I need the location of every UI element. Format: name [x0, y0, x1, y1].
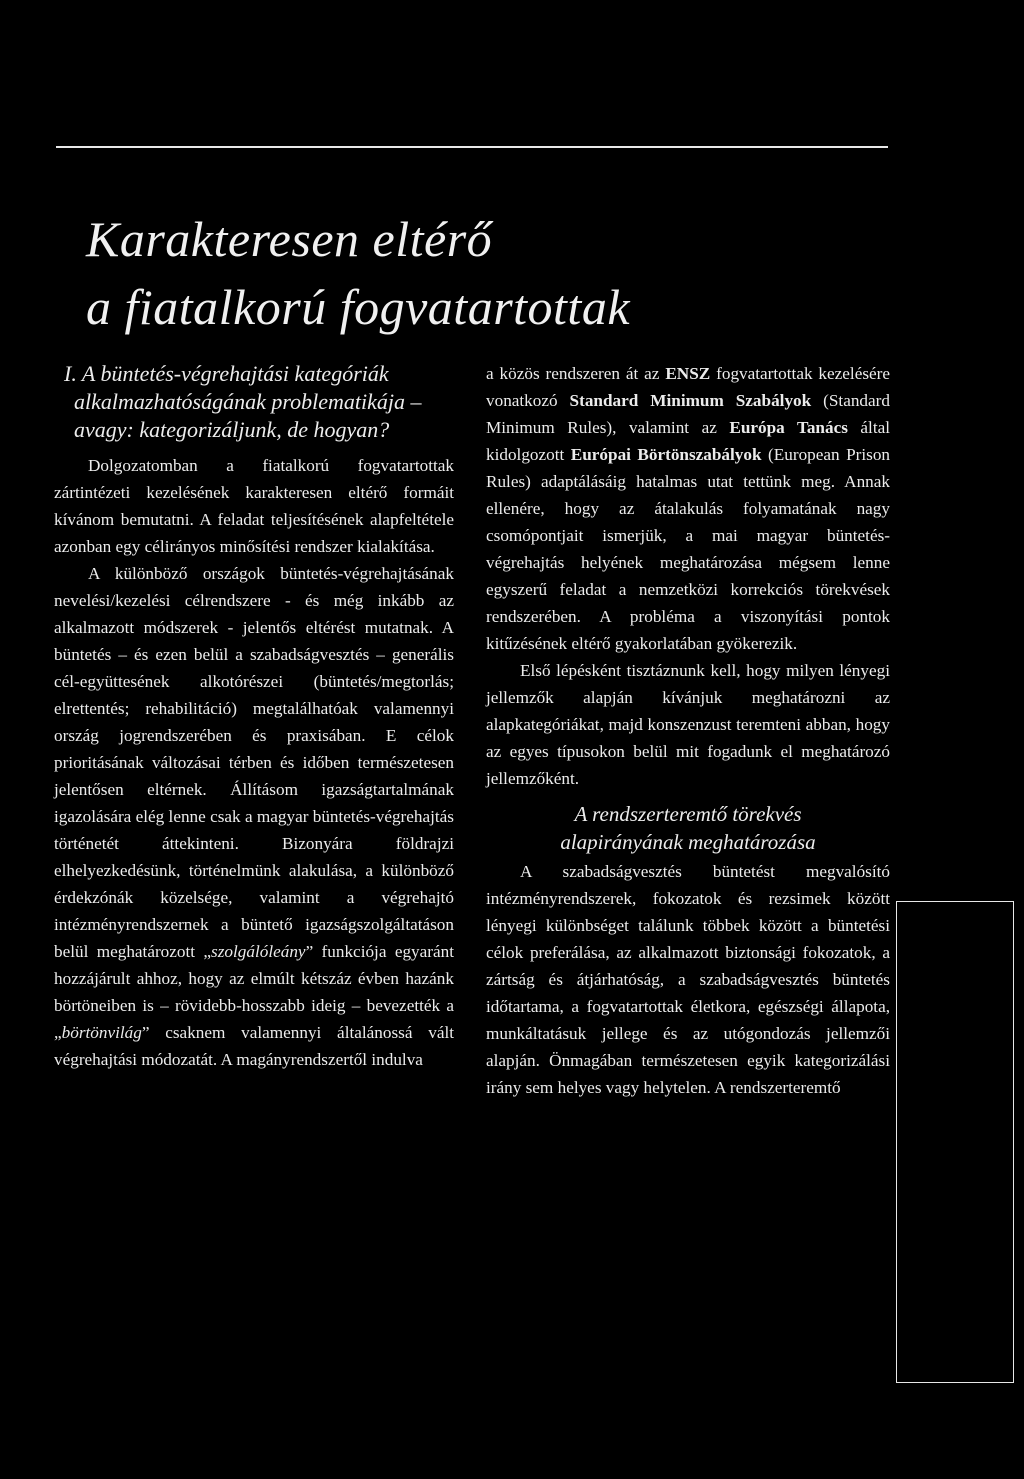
right-paragraph-3: A szabadságvesztés büntetést megvalósító intézményrendszerek, fokozatok és rezsimek között lényegi különbséget találunk többek között a büntetési célok preferálása, az alkalmazott biztonsági fokozatok, a zártság és átjárhatóság, a szabadságvesztés büntetés időtartama, a fogvatartottak életkora, egészségi állapota, munkáltatásuk jellege és az utógondozás jellemzői alapján. Önmagában természetesen egyik kategorizálási irány sem helyes vagy helytelen. A rendszerteremtő — [486, 862, 890, 1097]
section-1-paragraph-1: Dolgozatomban a fiatalkorú fogvatartottak zártintézeti kezelésének karakteresen eltérő formáit kívánom bemutatni. A feladat teljesítésének alapfeltétele azonban egy célirányos minősítési rendszer kialakítása. — [54, 456, 454, 556]
section-1-paragraph-2 — [54, 560, 454, 1073]
p2-text-c: ” csaknem valamennyi általánossá vált végrehajtási módozatát. A magányrendszertől indulva — [54, 1023, 454, 1069]
rp1-text-a: a közös rendszeren át az — [486, 364, 666, 383]
section-2-heading-line-2: alapirányának meghatározása — [560, 830, 816, 854]
p2-text-a: A különböző országok büntetés-végrehajtásának nevelési/kezelési célrendszere - és még inkább az alkalmazott módszerek - jelentős eltérést mutatnak. A büntetés – és ezen belül a szabadságvesztés – generális cél-együttesének alkotórészei (büntetés/megtorlás; elrettentés; rehabilitáció) megtalálhatóak valamennyi ország jogrendszerében és praxisában. E célok prioritásának változásai térben és időben természetesen jelentősen eltérnek. Állításom igazságtartalmának igazolására elég lenne csak a magyar büntetés-végrehajtás történetét áttekinteni. Bizonyára földrajzi elhelyezkedésünk, történelmünk alakulása, a különböző érdekzónák közelsége, valamint a végrehajtó intézményrendszernek a büntető igazságszolgáltatáson belül meghatározott „ — [54, 564, 454, 961]
section-1-heading: I. A büntetés-végrehajtási kategóriák alkalmazhatóságának problematikája – avagy: kategorizáljunk, de hogyan? — [64, 361, 422, 442]
p2-text-b: ” funkciója egyaránt hozzájárult ahhoz, hogy az elmúlt kétszáz évben hazánk börtöneiben is – rövidebb-hosszabb ideig – bevezették a „ — [54, 942, 454, 1042]
rp1-bold-europa-tanacs: Európa Tanács — [729, 418, 848, 437]
right-paragraph-2: Első lépésként tisztáznunk kell, hogy milyen lényegi jellemzők alapján kívánjuk meghatározni az alapkategóriákat, majd konszenzust teremteni abban, hogy az egyes típusokon belül mit fogadunk el meghatározó jellemzőként. — [486, 661, 890, 788]
title-line-1: Karakteresen eltérő — [86, 211, 493, 267]
side-box-frame — [896, 901, 1014, 1383]
title-line-2: a fiatalkorú fogvatartottak — [86, 279, 631, 335]
rp1-text-c: fogvatartottak kezelésére vonatkozó — [486, 364, 890, 410]
rp1-bold-ensz: ENSZ — [665, 364, 711, 383]
rp1-text-e: által kidolgozott — [486, 418, 890, 464]
rp1-bold-bortonszabalyok: Európai Börtönszabályok — [570, 445, 762, 464]
rp1-text-f: (European Prison Rules) adaptálásáig hatalmas utat tettünk meg. Annak ellenére, hogy az átalakulás folyamatának nagy csomópontjait ismerjük, a mai magyar büntetés-végrehajtás helyének meghatározása mégsem lenne egyszerű feladat a nemzetközi korrekciós törekvések rendszerében. A probléma a viszonyítási pontok kitűzésének eltérő gyakorlatában gyökerezik. — [486, 445, 891, 653]
left-column — [54, 360, 454, 1073]
section-2-heading — [486, 800, 890, 856]
rp1-bold-standard: Standard Minimum Szabályok — [569, 391, 812, 410]
section-2-heading-line-1: A rendszerteremtő törekvés — [574, 802, 802, 826]
top-rule — [56, 146, 888, 148]
right-paragraph-1 — [486, 360, 890, 657]
p2-italic-szolgaloleany: szolgálóleány — [211, 942, 306, 961]
rp1-text-d: (Standard Minimum Rules), valamint az — [486, 391, 890, 437]
p2-italic-bortonvilag: börtönvilág — [61, 1023, 142, 1042]
article-title — [86, 205, 886, 341]
right-column — [486, 360, 890, 1101]
